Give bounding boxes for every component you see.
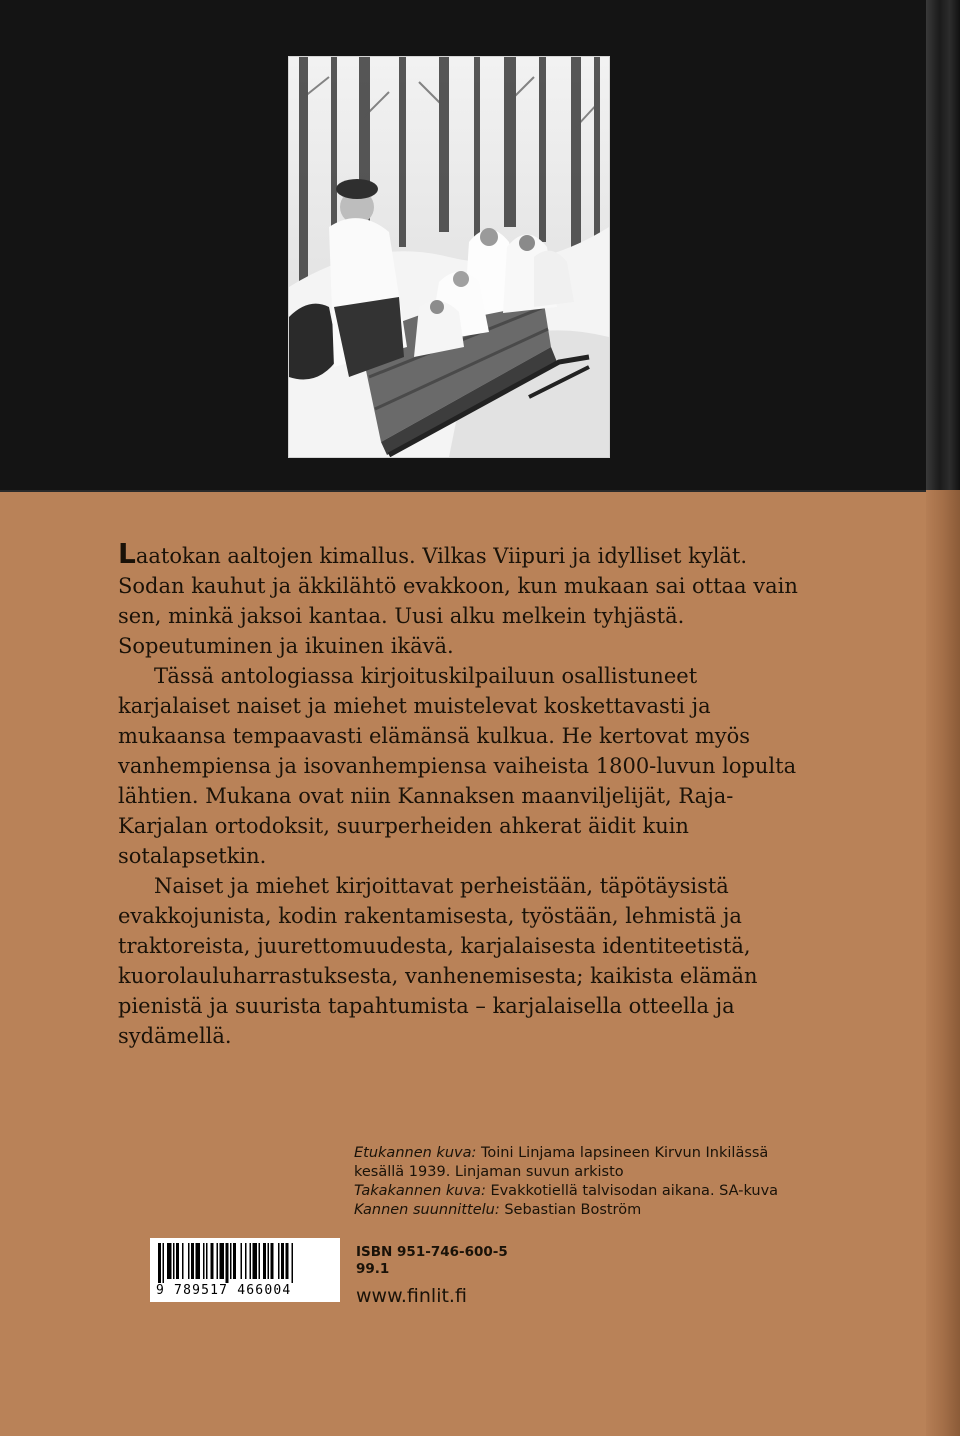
back-cover-credit — [354, 1182, 874, 1201]
back-cover-credit-label: Takakannen kuva: — [354, 1183, 486, 1199]
publisher-website[interactable]: www.finlit.fi — [356, 1285, 467, 1307]
isbn-block — [356, 1244, 508, 1278]
image-credits — [354, 1144, 874, 1220]
cover-design-credit — [354, 1201, 874, 1220]
front-cover-credit-line-2: kesällä 1939. Linjaman suvun arkisto — [354, 1164, 624, 1180]
barcode-number: 9 789517 466004 — [156, 1283, 292, 1298]
front-cover-credit — [354, 1144, 874, 1163]
cover-design-credit-label: Kannen suunnittelu: — [354, 1202, 500, 1218]
blurb-paragraph-1 — [118, 537, 808, 661]
blurb-paragraph-2: Tässä antologiassa kirjoituskilpailuun osallistuneet karjalaiset naiset ja miehet muistelevat koskettavasti ja mukaansa tempaavasti elämänsä kulkua. He kertovat myös vanhempiensa ja isovanhempiensa vaiheista 1800-luvun lopulta lähtien. Mukana ovat niin Kannaksen maanviljelijät, Raja-Karjalan ortodoksit, suurperheiden ahkerat äidit kuin sotalapsetkin. — [118, 664, 797, 868]
book-spine-edge-lower — [926, 490, 960, 1436]
blurb-paragraph-1-text: aatokan aaltojen kimallus. Vilkas Viipuri ja idylliset kylät. Sodan kauhut ja äkkilähtö evakkoon, kun mukaan sai ottaa vain sen, minkä jaksoi kantaa. Uusi alku melkein tyhjästä. Sopeutuminen ja ikuinen ikävä. — [118, 544, 798, 658]
ean-barcode — [150, 1238, 340, 1302]
cover-design-credit-text: Sebastian Boström — [504, 1202, 642, 1218]
back-cover-credit-text: Evakkotiellä talvisodan aikana. SA-kuva — [490, 1183, 779, 1199]
isbn-number: ISBN 951-746-600-5 — [356, 1244, 508, 1260]
evacuation-sleigh-photo — [288, 56, 610, 458]
sleigh-photo-illustration — [289, 57, 609, 457]
classification-number: 99.1 — [356, 1261, 390, 1277]
blurb-paragraph-3: Naiset ja miehet kirjoittavat perheistään, täpötäysistä evakkojunista, kodin rakentamisesta, työstään, lehmistä ja traktoreista, juurettomuudesta, karjalaisesta identiteetistä, kuorolauluharrastuksesta, vanhenemisesta; kaikista elämän pienistä ja suurista tapahtumista – karjalaisella otteella ja sydämellä. — [118, 874, 758, 1048]
drop-cap-letter: L — [118, 537, 136, 570]
barcode-bars-icon — [156, 1243, 334, 1283]
blurb-text — [118, 537, 808, 1051]
front-cover-credit-text: Toini Linjama lapsineen Kirvun Inkilässä — [480, 1145, 769, 1161]
black-top-panel — [0, 0, 926, 492]
front-cover-credit-label: Etukannen kuva: — [354, 1145, 477, 1161]
